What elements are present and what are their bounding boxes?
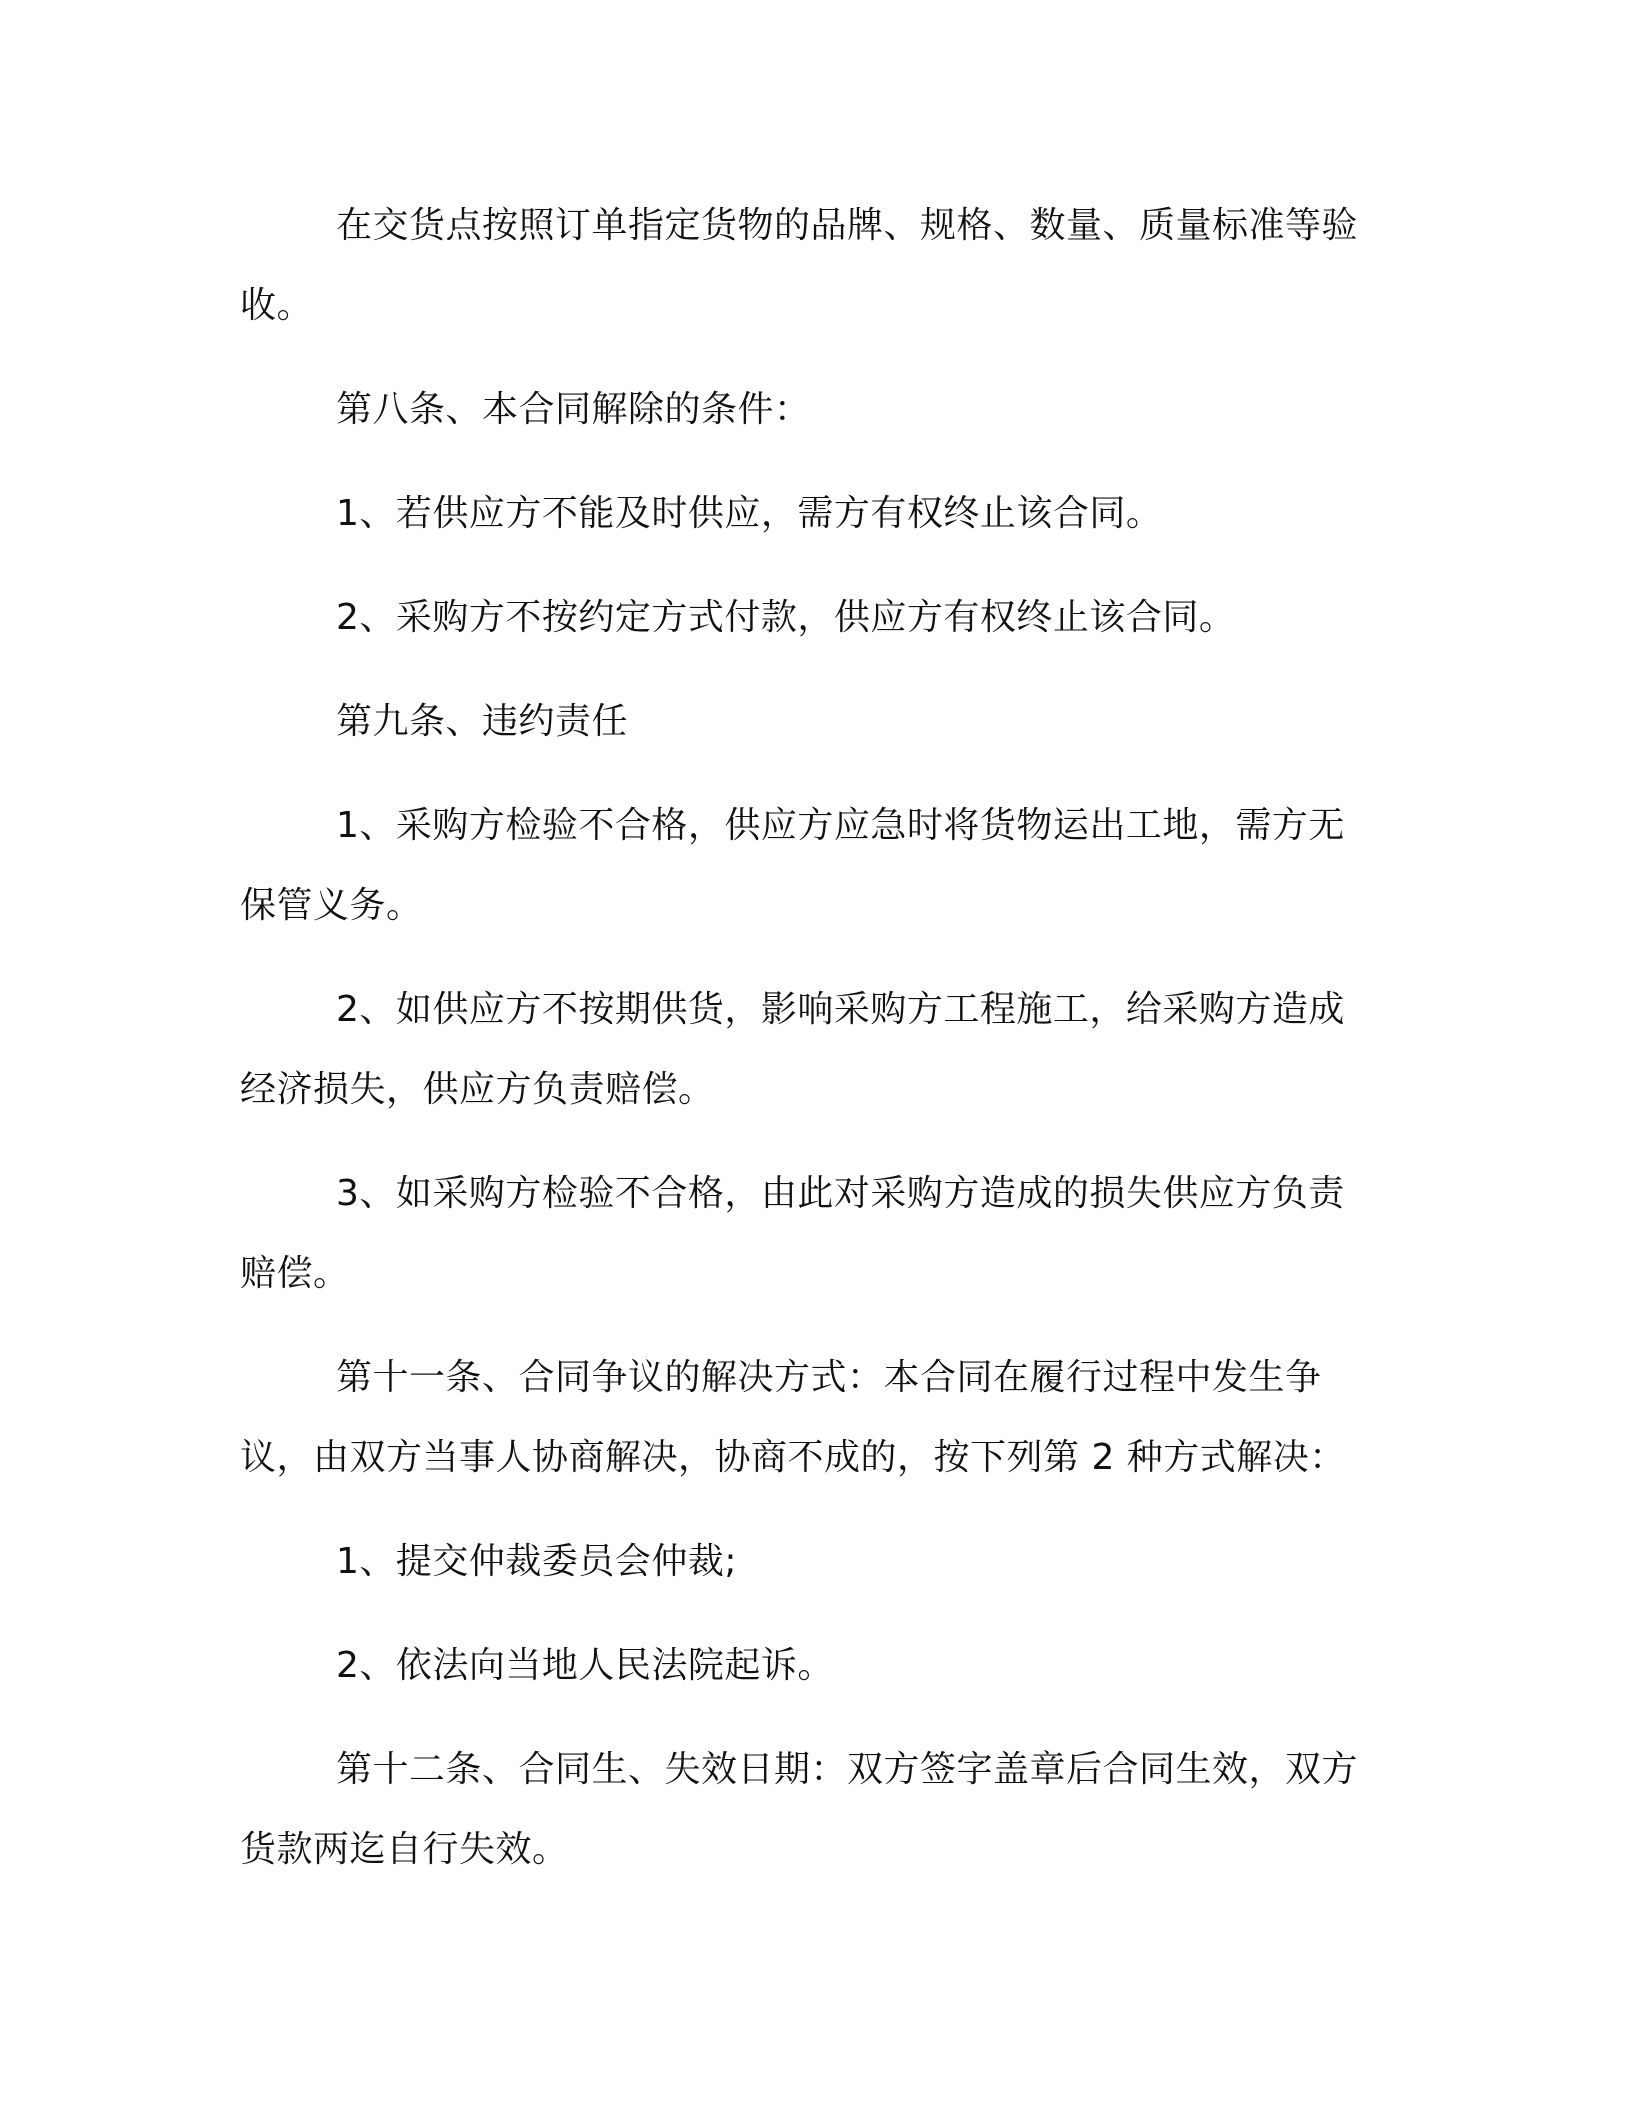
paragraph-dispute-option-2: 2、依法向当地人民法院起诉。 <box>336 1645 834 1686</box>
heading-article-9: 第九条、违约责任 <box>336 701 629 742</box>
heading-article-8: 第八条、本合同解除的条件： <box>336 389 811 430</box>
paragraph-acceptance: 在交货点按照订单指定货物的品牌、规格、数量、质量标准等验收。 <box>240 205 1359 326</box>
paragraph-article-11-dispute: 第十一条、合同争议的解决方式：本合同在履行过程中发生争议，由双方当事人协商解决，协商不成的，按下列第 2 种方式解决： <box>240 1357 1346 1478</box>
paragraph-dispute-option-1: 1、提交仲裁委员会仲裁; <box>336 1541 738 1582</box>
paragraph-liability-3: 3、如采购方检验不合格，由此对采购方造成的损失供应方负责赔偿。 <box>240 1173 1345 1294</box>
paragraph-termination-2: 2、采购方不按约定方式付款，供应方有权终止该合同。 <box>336 597 1236 638</box>
paragraph-article-12-validity: 第十二条、合同生、失效日期：双方签字盖章后合同生效，双方货款两迄自行失效。 <box>240 1749 1359 1870</box>
paragraph-liability-2: 2、如供应方不按期供货，影响采购方工程施工，给采购方造成经济损失，供应方负责赔偿。 <box>240 989 1345 1110</box>
document-body <box>240 186 1380 1890</box>
paragraph-liability-1: 1、采购方检验不合格，供应方应急时将货物运出工地，需方无保管义务。 <box>240 805 1345 926</box>
paragraph-termination-1: 1、若供应方不能及时供应，需方有权终止该合同。 <box>336 493 1163 534</box>
